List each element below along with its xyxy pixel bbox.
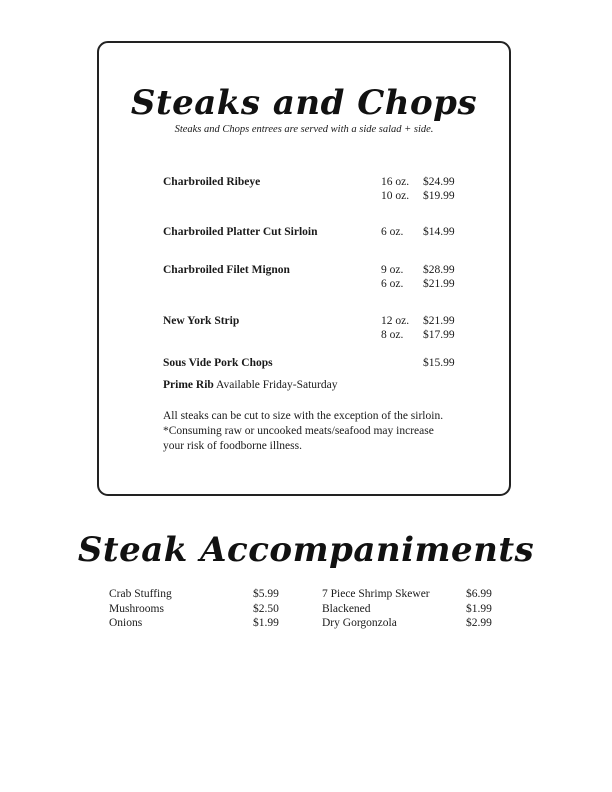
menu-item-price: $14.99 [423,226,455,238]
list-item [109,587,284,602]
menu-item-size: 8 oz. [381,329,404,341]
menu-item-name: Charbroiled Ribeye [163,176,261,188]
list-item [109,616,284,631]
note-line: your risk of foodborne illness. [163,440,302,452]
list-item [322,602,497,617]
item-name: Crab Stuffing [109,588,172,600]
item-price: $5.99 [253,588,279,600]
prime-rib-note [163,379,338,391]
menu-item-price: $24.99 [423,176,455,188]
list-item [322,616,497,631]
accompaniments-left-column [109,587,284,631]
menu-item-size: 12 oz. [381,315,410,327]
menu-item-size: 6 oz. [381,226,404,238]
menu-item-price: $19.99 [423,190,455,202]
item-price: $2.99 [466,617,492,629]
menu-item-price: $28.99 [423,264,455,276]
steak-notes [163,409,493,454]
list-item [109,602,284,617]
item-name: Dry Gorgonzola [322,617,397,629]
prime-rib-availability: Available Friday-Saturday [216,379,338,391]
list-item [322,587,497,602]
item-price: $1.99 [253,617,279,629]
steaks-title: Steaks and Chops [130,83,478,123]
item-name: 7 Piece Shrimp Skewer [322,588,430,600]
item-price: $2.50 [253,602,279,615]
item-name: Onions [109,617,143,629]
prime-rib-label: Prime Rib [163,379,214,391]
accompaniments-title: Steak Accompaniments [77,530,535,570]
item-name: Blackened [322,602,371,615]
menu-item-size: 10 oz. [381,190,410,202]
note-line: All steaks can be cut to size with the exception of the sirloin. [163,410,444,422]
accompaniments-right-column [322,587,497,631]
note-line: *Consuming raw or uncooked meats/seafood may increase [163,425,434,437]
menu-item-name: New York Strip [163,315,240,327]
menu-item-price: $17.99 [423,329,455,341]
menu-item-size: 6 oz. [381,278,404,290]
item-name: Mushrooms [109,602,164,615]
menu-item-price: $21.99 [423,315,455,327]
steaks-subtitle: Steaks and Chops entrees are served with a side salad + side. [174,124,434,135]
menu-item-name: Charbroiled Platter Cut Sirloin [163,226,318,238]
menu-item-size: 16 oz. [381,176,410,188]
menu-item-name: Charbroiled Filet Mignon [163,264,290,276]
item-price: $1.99 [466,602,492,615]
menu-item-size: 9 oz. [381,264,404,276]
menu-item-price: $21.99 [423,278,455,290]
menu-item-price: $15.99 [423,357,455,369]
steaks-menu-card [97,41,511,496]
item-price: $6.99 [466,588,492,600]
menu-item-name: Sous Vide Pork Chops [163,357,273,369]
